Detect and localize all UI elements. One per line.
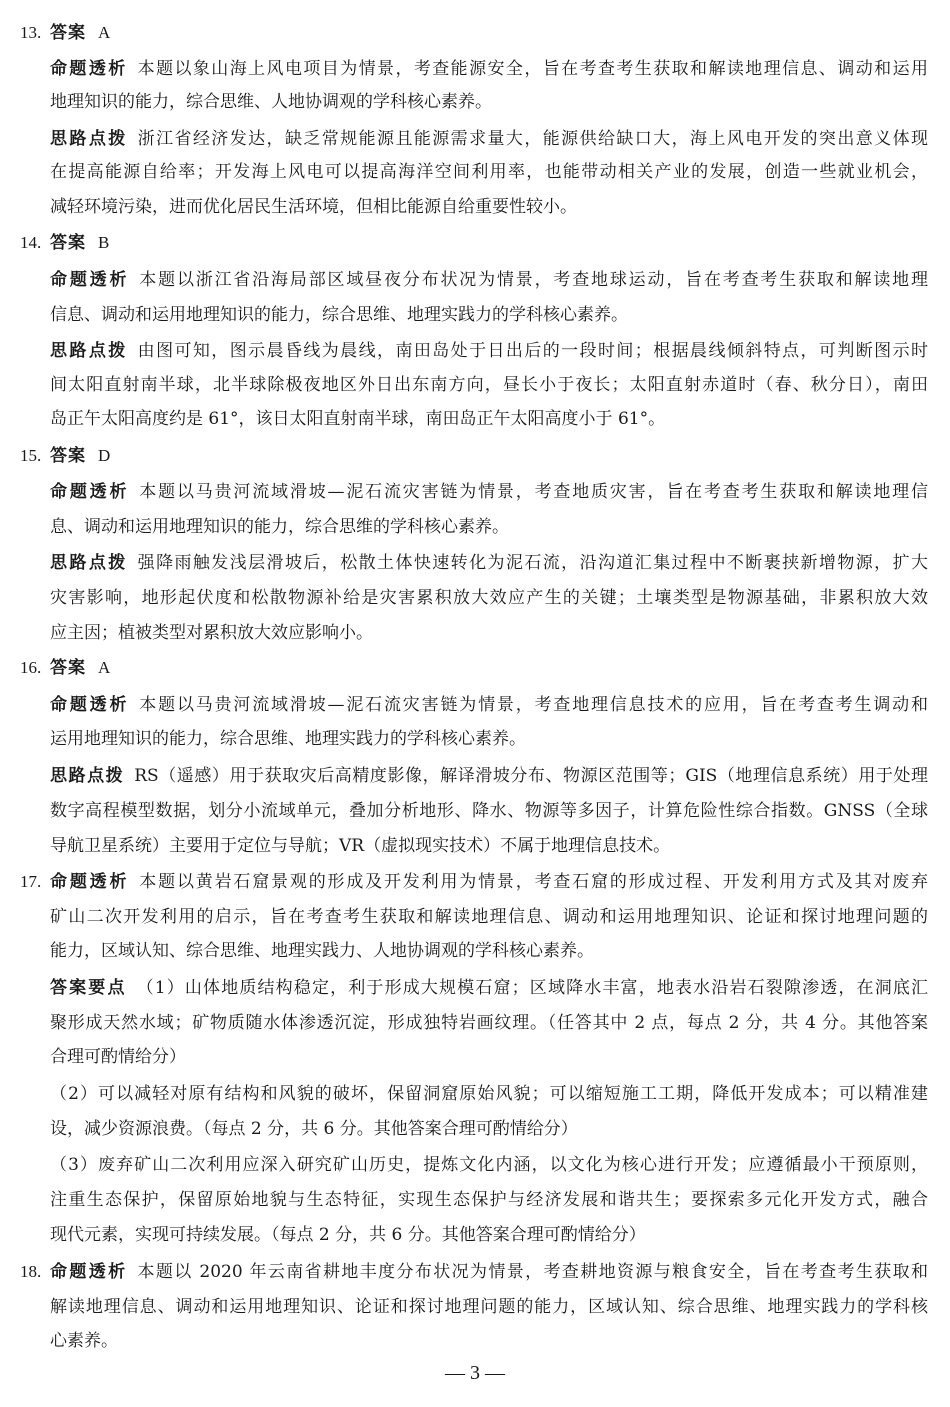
q16-hint-line-3: 导航卫星系统）主要用于定位与导航；VR（虚拟现实技术）不属于地理信息技术。: [50, 836, 671, 856]
q17-key1-line-1: 答案要点 （1）山体地质结构稳定，利于形成大规模石窟；区域降水丰富，地表水沿岩石裂隙渗透，在洞底汇: [50, 978, 929, 998]
q17-analysis-line-1: 17. 命题透析 本题以黄岩石窟景观的形成及开发利用为情景，考查石窟的形成过程、开发利用方式及其对废弃: [20, 872, 929, 892]
q15-heading: [0, 445, 950, 467]
q16-heading: [0, 657, 950, 679]
q17-key1-line-3: 合理可酌情给分）: [50, 1047, 186, 1067]
question-number: 15.: [20, 446, 42, 465]
hint-label: 思路点拨: [50, 341, 128, 361]
question-number: 17.: [20, 872, 42, 891]
key-points-label: 答案要点: [50, 978, 127, 998]
q16-hint-line-2: 数字高程模型数据，划分小流域单元，叠加分析地形、降水、物源等多因子，计算危险性综合指数。GNSS（全球: [50, 801, 928, 821]
q17-key2-line-2: 设，减少资源浪费。（每点 2 分，共 6 分。其他答案合理可酌情给分）: [50, 1119, 578, 1139]
q16-analysis-line-1: 命题透析 本题以马贵河流域滑坡—泥石流灾害链为情景，考查地理信息技术的应用，旨在考查考生调动和: [50, 695, 929, 715]
q13-hint-line-3: 减轻环境污染，进而优化居民生活环境，但相比能源自给重要性较小。: [50, 197, 577, 217]
q17-key1-line-2: 聚形成天然水域；矿物质随水体渗透沉淀，形成独特岩画纹理。（任答其中 2 点，每点 2 分，共 4 分。其他答案: [50, 1013, 928, 1033]
analysis-label: 命题透析: [50, 1262, 128, 1282]
page-number: — 3 —: [445, 1362, 505, 1384]
question-number: 16.: [20, 658, 42, 677]
hint-label: 思路点拨: [50, 553, 128, 573]
q15-hint-line-2: 灾害影响，地形起伏度和松散物源补给是灾害累积放大效应产生的关键；土壤类型是物源基础，非累积放大效: [50, 588, 928, 608]
q16-analysis-line-2: 运用地理知识的能力，综合思维、地理实践力的学科核心素养。: [50, 729, 526, 749]
analysis-label: 命题透析: [50, 270, 130, 290]
question-number: 18.: [20, 1262, 42, 1281]
q14-hint-line-3: 岛正午太阳高度约是 61°，该日太阳直射南半球，南田岛正午太阳高度小于 61°。: [50, 409, 666, 429]
q17-key2-line-1: （2）可以减轻对原有结构和风貌的破坏，保留洞窟原始风貌；可以缩短施工工期，降低开发成本；可以精准建: [50, 1084, 928, 1104]
q14-hint-line-2: 间太阳直射南半球，北半球除极夜地区外日出东南方向，昼长小于夜长；太阳直射赤道时（春、秋分日），南田: [50, 375, 928, 395]
question-number: 13.: [20, 23, 42, 42]
q13-heading: [0, 22, 950, 44]
q15-hint-line-1: 思路点拨 强降雨触发浅层滑坡后，松散土体快速转化为泥石流，沿沟道汇集过程中不断裹挟新增物源，扩大: [50, 553, 929, 573]
analysis-label: 命题透析: [50, 872, 130, 892]
answer-label: 答案: [50, 658, 86, 678]
q18-analysis-line-2: 解读地理信息、调动和运用地理知识、论证和探讨地理问题的能力，区域认知、综合思维、地理实践力的学科核: [50, 1297, 928, 1317]
answer-label: 答案: [50, 23, 86, 43]
q17-key3-line-2: 注重生态保护，保留原始地貌与生态特征，实现生态保护与经济发展和谐共生；要探索多元化开发方式，融合: [50, 1190, 928, 1210]
q13-analysis-line-1: 命题透析 本题以象山海上风电项目为情景，考查能源安全，旨在考查考生获取和解读地理信息、调动和运用: [50, 59, 929, 79]
q14-analysis-line-1: 命题透析 本题以浙江省沿海局部区域昼夜分布状况为情景，考查地球运动，旨在考查考生获取和解读地理: [50, 270, 929, 290]
answer-value: A: [98, 658, 111, 677]
answer-label: 答案: [50, 446, 86, 466]
answer-label: 答案: [50, 233, 86, 253]
q17-key3-line-1: （3）废弃矿山二次利用应深入研究矿山历史，提炼文化内涵，以文化为核心进行开发；应遵循最小干预原则，: [50, 1155, 928, 1175]
answer-value: D: [98, 446, 111, 465]
analysis-label: 命题透析: [50, 59, 128, 79]
q13-hint-line-2: 在提高能源自给率；开发海上风电可以提高海洋空间利用率，也能带动相关产业的发展，创造一些就业机会，: [50, 162, 928, 182]
q15-hint-line-3: 应主因；植被类型对累积放大效应影响小。: [50, 623, 373, 643]
q15-analysis-line-1: 命题透析 本题以马贵河流域滑坡—泥石流灾害链为情景，考查地质灾害，旨在考查考生获取和解读地理信: [50, 482, 929, 502]
q17-analysis-line-3: 能力，区域认知、综合思维、地理实践力、人地协调观的学科核心素养。: [50, 941, 594, 961]
q17-key3-line-3: 现代元素，实现可持续发展。（每点 2 分，共 6 分。其他答案合理可酌情给分）: [50, 1225, 646, 1245]
q17-analysis-line-2: 矿山二次开发利用的启示，旨在考查考生获取和解读地理信息、调动和运用地理知识、论证和探讨地理问题的: [50, 907, 928, 927]
q14-hint-line-1: 思路点拨 由图可知，图示晨昏线为晨线，南田岛处于日出后的一段时间；根据晨线倾斜特点，可判断图示时: [50, 341, 929, 361]
question-number: 14.: [20, 233, 42, 252]
q13-hint-line-1: 思路点拨 浙江省经济发达，缺乏常规能源且能源需求量大，能源供给缺口大，海上风电开发的突出意义体现: [50, 129, 929, 149]
q13-analysis-line-2: 地理知识的能力，综合思维、人地协调观的学科核心素养。: [50, 92, 492, 112]
q14-analysis-line-2: 信息、调动和运用地理知识的能力，综合思维、地理实践力的学科核心素养。: [50, 305, 628, 325]
answer-value: A: [98, 23, 111, 42]
analysis-label: 命题透析: [50, 482, 130, 502]
q18-analysis-line-3: 心素养。: [50, 1331, 118, 1351]
q16-hint-line-1: 思路点拨 RS（遥感）用于获取灾后高精度影像，解译滑坡分布、物源区范围等；GIS（地理信息系统）用于处理: [50, 766, 929, 786]
q14-heading: [0, 232, 950, 254]
answer-value: B: [98, 233, 110, 252]
hint-label: 思路点拨: [50, 129, 128, 149]
q15-analysis-line-2: 息、调动和运用地理知识的能力，综合思维的学科核心素养。: [50, 517, 509, 537]
q18-analysis-line-1: 18. 命题透析 本题以 2020 年云南省耕地丰度分布状况为情景，考查耕地资源与粮食安全，旨在考查考生获取和: [20, 1262, 929, 1282]
hint-label: 思路点拨: [50, 766, 125, 786]
analysis-label: 命题透析: [50, 695, 130, 715]
